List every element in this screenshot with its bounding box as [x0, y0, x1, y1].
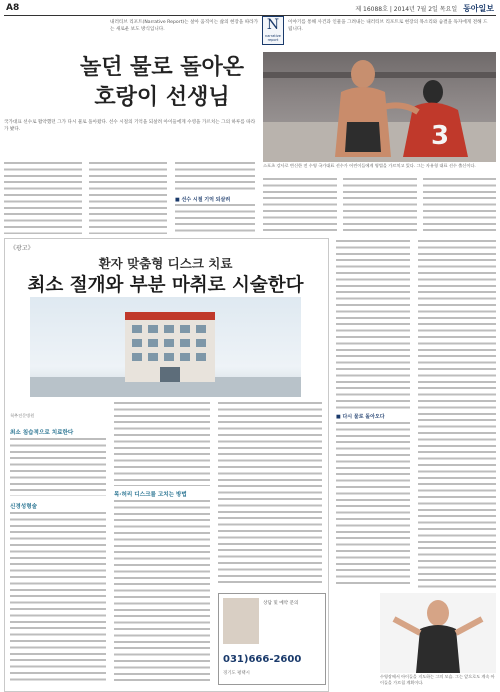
ad-column-2a [114, 402, 210, 486]
paper-name: 동아일보 [463, 3, 494, 13]
ad-column-3 [218, 402, 322, 586]
article-column-7 [336, 240, 410, 410]
headline-line-2: 호랑이 선생님 [94, 84, 230, 110]
ad-column-2b [114, 500, 210, 684]
article-column-5 [343, 178, 417, 234]
article-headline [62, 52, 262, 112]
ad-section-2: 목·허리 디스크를 고치는 방법 [114, 492, 187, 498]
article-column-4 [263, 178, 337, 234]
article-column-9 [418, 240, 496, 588]
svg-text:3: 3 [431, 121, 450, 151]
ad-column-1a [10, 438, 106, 496]
ad-contact-box [218, 593, 326, 685]
intro-right-text: 이야기를 통해 사건과 인물을 그려내는 내러티브 리포트로 현장의 목소리와 숨결을 독자에게 전해 드립니다. [288, 20, 488, 32]
building-illustration [30, 297, 301, 397]
photo-caption: 스포츠 강사로 변신한 전 수영 국가대표 선수가 어린이들에게 영법을 가르치고 있다. 그는 자유형 대표 선수 출신이다. [263, 163, 476, 168]
contact-address: 경기도 평택시 [223, 671, 250, 676]
hospital-name: 척추전문병원 [10, 413, 35, 418]
issue-info [355, 3, 494, 14]
article-column-8 [336, 422, 410, 588]
header-rule [4, 15, 496, 16]
hospital-building-photo [30, 297, 301, 397]
issue-date: 제 16088호 | 2014년 7월 2일 목요일 [355, 6, 458, 13]
ad-title-line-2: 최소 절개와 부분 마취로 시술한다 [27, 275, 304, 296]
article-subhead-1: ■ 선수 시절 기억 되살려 [175, 197, 231, 203]
ad-subhead-left: 최소 침습적으로 치료한다 [10, 430, 74, 436]
article-column-3b [175, 204, 255, 234]
ad-hospital-name [10, 402, 34, 421]
page-number: A8 [6, 3, 20, 13]
article-lede: 국가대표 선수로 활약했던 그가 다시 물로 돌아왔다. 선수 시절의 기억을 되살려 아이들에게 수영을 가르치는 그의 하루를 따라가 봤다. [4, 120, 256, 132]
article-column-3a [175, 162, 255, 194]
logo-letter: N [266, 17, 280, 33]
logo-subtitle: narrative report [265, 34, 281, 42]
article-column-2 [89, 162, 167, 234]
ad-title-line-1: 환자 맞춤형 디스크 치료 [98, 256, 233, 271]
contact-label: 상담 및 예약 문의 [263, 601, 299, 606]
article-column-6 [423, 178, 496, 234]
ad-tag: 《광고》 [10, 245, 34, 252]
article-subhead-2: ■ 다시 물로 돌아오다 [336, 414, 385, 420]
contact-phone: 031)666-2600 [223, 654, 302, 665]
narrative-report-logo [262, 16, 284, 45]
instructor-photo [380, 593, 496, 673]
instructor-illustration [380, 593, 496, 673]
ad-section-1: 신경성형술 [10, 504, 38, 510]
headline-line-1: 놀던 물로 돌아온 [79, 54, 245, 80]
article-column-1 [4, 162, 82, 234]
intro-left-text: 내러티브 리포트(Narrative Report)는 살아 움직이는 삶의 현장을 따라가는 새로운 보도 방식입니다. [110, 20, 259, 32]
article-photo [263, 52, 496, 162]
swimmers-illustration [263, 52, 496, 162]
ad-column-1b [10, 512, 106, 684]
doctor-photo [223, 598, 259, 644]
instructor-photo-caption: 수영장에서 아이들을 지도하는 그의 모습. 그는 앞으로도 계속 아이들을 가르칠 계획이다. [380, 674, 495, 685]
